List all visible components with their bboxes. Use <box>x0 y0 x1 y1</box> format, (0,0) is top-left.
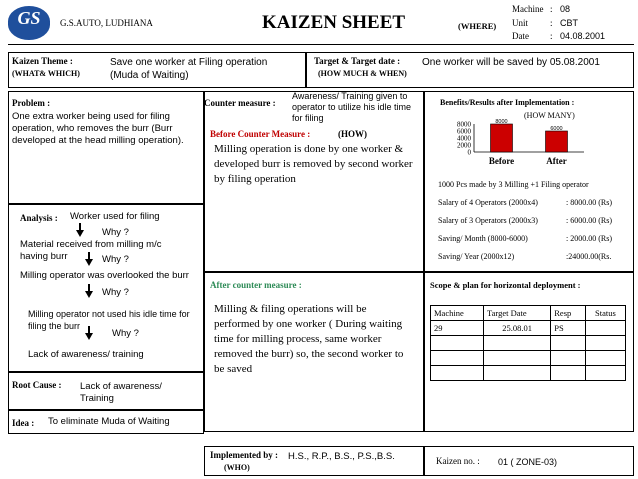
y-tick-label: 0 <box>467 148 471 157</box>
implemented-sub-label: (WHO) <box>224 463 250 472</box>
table-cell <box>585 351 625 366</box>
benefit-row-value: :24000.00(Rs. <box>566 252 612 261</box>
target-label: Target & Target date : <box>314 56 401 66</box>
table-cell <box>431 336 484 351</box>
date-sep: : <box>550 31 553 41</box>
table-cell <box>551 366 586 381</box>
table-cell <box>585 336 625 351</box>
counter-measure-label: Counter measure : <box>204 98 276 108</box>
frame-top-line <box>8 44 634 45</box>
header-meta <box>500 0 638 44</box>
table-cell <box>431 366 484 381</box>
benefit-row-label: Salary of 4 Operators (2000x4) <box>438 198 538 207</box>
bar <box>546 131 568 152</box>
benefit-row-value: : 2000.00 (Rs) <box>566 234 612 243</box>
root-cause-line1: Lack of awareness/ <box>80 381 162 392</box>
y-tick-label: 2000 <box>457 141 471 150</box>
scope-label: Scope & plan for horizontal deployment : <box>430 280 581 290</box>
implemented-label: Implemented by : <box>210 450 278 460</box>
table-header-cell: Status <box>585 306 625 321</box>
table-header-cell: Resp <box>551 306 586 321</box>
table-cell: PS <box>551 321 586 336</box>
y-tick-label: 6000 <box>457 127 471 136</box>
why-label-2: Why ? <box>102 254 129 265</box>
analysis-step-1: Worker used for filing <box>70 211 160 222</box>
idea-label: Idea : <box>12 418 35 428</box>
table-cell <box>484 366 551 381</box>
bar <box>491 124 513 152</box>
table-cell: 29 <box>431 321 484 336</box>
y-tick-label: 8000 <box>457 120 471 129</box>
after-counter-text: Milling & filing operations will be performed by one worker ( During waiting time for milling process, same worker removed the burr) so, the second worker to be saved <box>214 303 404 375</box>
unit-value: CBT <box>560 18 578 28</box>
benefit-row <box>438 216 628 225</box>
root-cause-label: Root Cause : <box>12 380 62 390</box>
after-counter-label: After counter measure : <box>210 280 302 290</box>
logo-text: GS <box>17 8 41 28</box>
table-cell <box>585 366 625 381</box>
down-arrow-icon <box>85 252 93 266</box>
why-label-3: Why ? <box>102 287 129 298</box>
kaizen-no-label: Kaizen no. : <box>436 456 480 466</box>
theme-sub-label: (WHAT& WHICH) <box>12 69 80 78</box>
table-row <box>431 336 626 351</box>
before-counter-text: Milling operation is done by one worker & developed burr is removed by second worker by filing operation <box>214 143 413 185</box>
date-value: 04.08.2001 <box>560 31 606 41</box>
benefit-row-label: Salary of 3 Operators (2000x3) <box>438 216 538 225</box>
target-value: One worker will be saved by 05.08.2001 <box>422 57 600 68</box>
implemented-value: H.S., R.P., B.S., P.S.,B.S. <box>288 451 395 462</box>
machine-label: Machine <box>512 4 544 14</box>
down-arrow-icon <box>76 223 84 237</box>
table-cell <box>585 321 625 336</box>
kaizen-no-value: 01 ( ZONE-03) <box>498 457 558 467</box>
y-tick-label: 4000 <box>457 134 471 143</box>
table-cell: 25.08.01 <box>484 321 551 336</box>
theme-line1: Save one worker at Filing operation <box>110 57 268 68</box>
analysis-step-5: Lack of awareness/ training <box>28 349 144 360</box>
x-category-label: After <box>546 156 567 166</box>
theme-label: Kaizen Theme : <box>12 56 73 66</box>
benefits-label: Benefits/Results after Implementation : <box>440 98 575 107</box>
unit-sep: : <box>550 18 553 28</box>
why-label-4: Why ? <box>112 328 139 339</box>
table-row <box>431 351 626 366</box>
sheet-title: KAIZEN SHEET <box>262 12 406 33</box>
benefit-row-value: : 6000.00 (Rs) <box>566 216 612 225</box>
idea-text: To eliminate Muda of Waiting <box>48 416 170 427</box>
machine-value: 08 <box>560 4 571 14</box>
benefit-row <box>438 198 628 207</box>
where-label: (WHERE) <box>458 21 497 31</box>
table-header-cell: Target Date <box>484 306 551 321</box>
counter-measure-text: Awareness/ Training given to operator to utilize his idle time for filing <box>292 91 412 123</box>
table-cell <box>551 336 586 351</box>
bar-data-label: 6000 <box>550 126 563 132</box>
down-arrow-icon <box>85 284 93 298</box>
table-cell <box>551 351 586 366</box>
benefit-row <box>438 252 628 261</box>
table-cell <box>431 351 484 366</box>
target-sub-label: (HOW MUCH & WHEN) <box>318 69 407 78</box>
unit-label: Unit <box>512 18 529 28</box>
machine-sep: : <box>550 4 553 14</box>
benefits-bar-chart <box>440 118 590 174</box>
x-category-label: Before <box>488 156 515 166</box>
date-label: Date <box>512 31 529 41</box>
company-name: G.S.AUTO, LUDHIANA <box>60 18 153 28</box>
table-cell <box>484 351 551 366</box>
table-row <box>431 321 626 336</box>
benefit-row-label: Saving/ Year (2000x12) <box>438 252 515 261</box>
benefit-row-label: Saving/ Month (8000-6000) <box>438 234 528 243</box>
root-cause-line2: Training <box>80 393 114 404</box>
table-header-cell: Machine <box>431 306 484 321</box>
table-cell <box>484 336 551 351</box>
problem-label: Problem : <box>12 98 51 108</box>
why-label-1: Why ? <box>102 227 129 238</box>
benefit-row <box>438 234 628 243</box>
analysis-label: Analysis : <box>20 213 58 223</box>
analysis-step-4: Milling operator not used his idle time for filing the burr <box>28 309 190 331</box>
before-counter-label: Before Counter Measure : <box>210 129 311 139</box>
benefits-sub-label: (HOW MANY) <box>524 111 575 120</box>
deployment-table <box>430 305 626 381</box>
table-row <box>431 366 626 381</box>
before-how-label: (HOW) <box>338 129 367 139</box>
analysis-step-3: Milling operator was overlooked the burr <box>20 270 189 281</box>
theme-line2: (Muda of Waiting) <box>110 70 189 81</box>
benefit-row-value: : 8000.00 (Rs) <box>566 198 612 207</box>
analysis-step-2: Material received from milling m/c having burr <box>20 239 162 262</box>
benefits-note: 1000 Pcs made by 3 Milling +1 Filing operator <box>438 180 589 189</box>
bar-data-label: 8000 <box>495 119 508 125</box>
down-arrow-icon <box>85 326 93 340</box>
table-header-row <box>431 306 626 321</box>
problem-text: One extra worker being used for filing operation, who removes the burr (Burr developed at the head milling operation). <box>12 111 184 146</box>
